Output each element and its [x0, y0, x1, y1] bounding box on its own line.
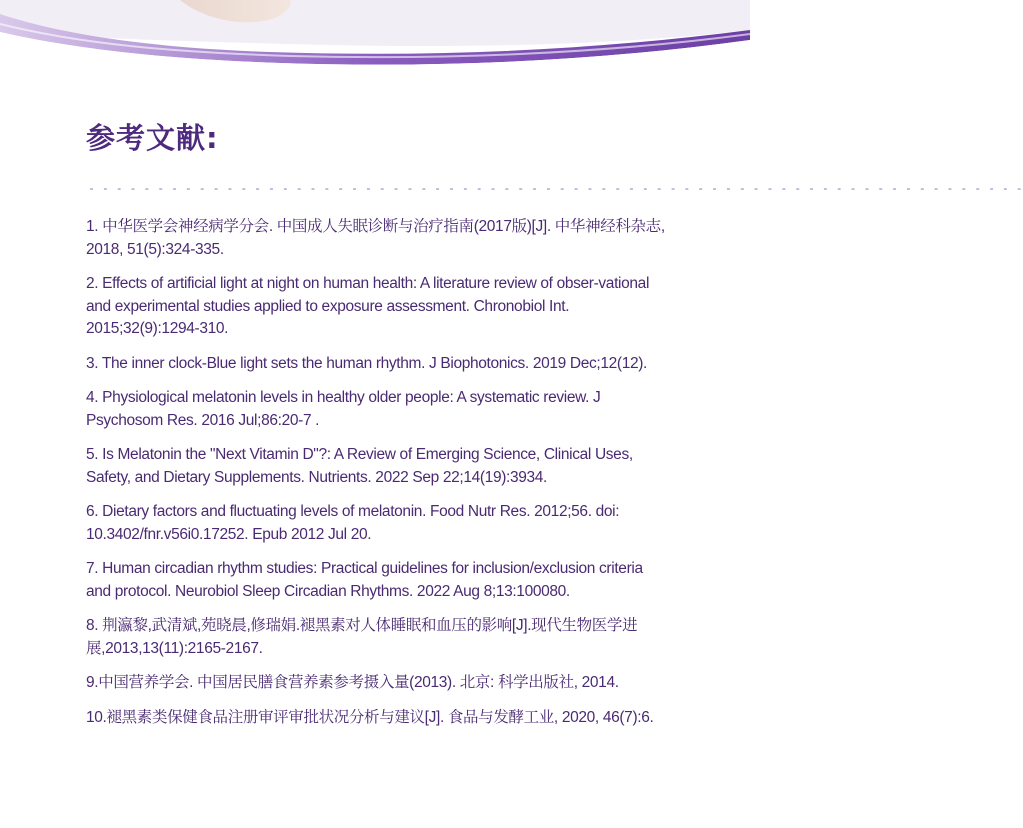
reference-list — [86, 216, 671, 741]
reference-item-9: 9.中国营养学会. 中国居民膳食营养素参考摄入量(2013). 北京: 科学出版社, 2014. — [86, 674, 619, 691]
reference-item-3: 3. The inner clock-Blue light sets the human rhythm. J Biophotonics. 2019 Dec;12(12). — [86, 354, 647, 372]
reference-item-8: 8. 荆瀛黎,武清斌,苑晓晨,修瑞娟.褪黑素对人体睡眠和血压的影响[J].现代生物医学进展,2013,13(11):2165-2167. — [86, 617, 638, 657]
banner-wave-graphic — [0, 0, 750, 70]
reference-item-4: 4. Physiological melatonin levels in healthy older people: A systematic review. J Psychosom Res. 2016 Jul;86:20-7 . — [86, 389, 601, 429]
reference-item-5: 5. Is Melatonin the "Next Vitamin D"?: A Review of Emerging Science, Clinical Uses, Safety, and Dietary Supplements. Nutrients. 2022 Sep 22;14(19):3934. — [86, 446, 633, 486]
top-banner-image — [0, 0, 750, 70]
dashed-divider: - - - - - - - - - - - - - - - - - - - - - - - - - - - - - - - - - - - - - - - - - - - - - - - - - - - - - - - - - - - - - - - - - - - - — [88, 181, 1023, 195]
reference-item-10: 10.褪黑素类保健食品注册审评审批状况分析与建议[J]. 食品与发酵工业, 2020, 46(7):6. — [86, 708, 654, 726]
reference-item-1: 1. 中华医学会神经病学分会. 中国成人失眠诊断与治疗指南(2017版)[J]. 中华神经科杂志, 2018, 51(5):324-335. — [86, 218, 665, 258]
reference-item-2: 2. Effects of artificial light at night on human health: A literature review of obser-vational and experimental studies applied to exposure assessment. Chronobiol Int. 2015;32(9):1294-310. — [86, 275, 650, 337]
page-title: 参考文献: — [86, 121, 219, 155]
reference-item-7: 7. Human circadian rhythm studies: Practical guidelines for inclusion/exclusion criteria and protocol. Neurobiol Sleep Circadian Rhythms. 2022 Aug 8;13:100080. — [86, 560, 643, 600]
reference-item-6: 6. Dietary factors and fluctuating levels of melatonin. Food Nutr Res. 2012;56. doi: 10.3402/fnr.v56i0.17252. Epub 2012 Jul 20. — [86, 503, 620, 543]
